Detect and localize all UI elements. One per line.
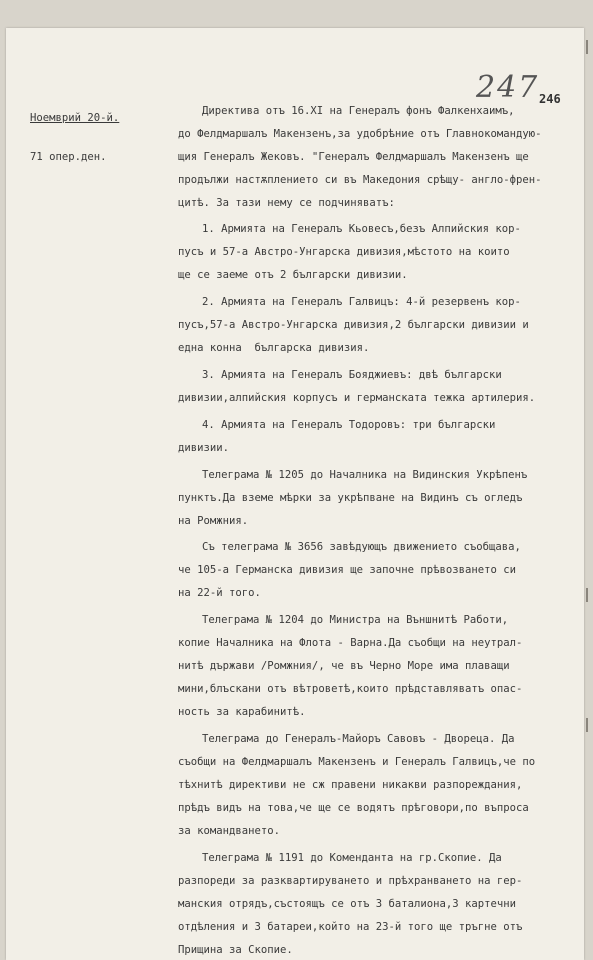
text-line: мини,блъскани отъ вѣтроветѣ,които прѣдставляватъ опас- <box>178 683 523 696</box>
typed-page-number: 246 <box>539 92 561 106</box>
text-line: дивизии,алпийския корпусъ и германската тежка артилерия. <box>178 391 536 404</box>
text-line: че 105-а Германска дивизия ще започне прѣвозването си <box>178 564 517 577</box>
text-line: Съ телеграма № 3656 завѣдующъ движението съобщава, <box>202 541 521 554</box>
text-line: ще се заеме отъ 2 български дивизии. <box>178 269 408 282</box>
page-edge-mark <box>586 718 588 732</box>
document-page <box>6 28 584 960</box>
text-line: на Ромжния. <box>178 514 249 527</box>
text-line: 4. Армията на Генералъ Тодоровъ: три български <box>202 418 496 431</box>
text-line: тѣхнитѣ директиви не сж правени никакви разпореждания, <box>178 778 523 791</box>
margin-date: Ноемврий 20-й. <box>30 112 120 124</box>
text-line: Телеграма до Генералъ-Майоръ Савовъ - Двореца. Да <box>202 733 515 745</box>
text-line: Телеграма № 1191 до Коменданта на гр.Скопие. Да <box>202 851 502 864</box>
text-line: цитѣ. За тази нему се подчиняватъ: <box>178 196 395 209</box>
text-line: копие Началника на Флота - Варна.Да съобщи на неутрал- <box>178 637 523 650</box>
margin-operational-day: 71 опер.ден. <box>30 151 107 163</box>
text-line: 3. Армията на Генералъ Бояджиевъ: двѣ български <box>202 368 502 381</box>
text-line: пусъ,57-а Австро-Унгарска дивизия,2 български дивизии и <box>178 319 529 332</box>
text-line: ность за карабинитѣ. <box>178 706 306 719</box>
page-edge-mark <box>586 588 588 602</box>
margin-date-note <box>30 86 119 190</box>
text-line: до Фелдмаршалъ Макензенъ,за удобрѣние отъ Главнокомандую- <box>178 127 542 140</box>
page-edge-mark <box>586 40 588 54</box>
text-line: прѣдъ видъ на това,че ще се водятъ прѣговори,по въпроса <box>178 801 529 814</box>
text-line: дивизии. <box>178 441 230 454</box>
text-line: разпореди за разквартируването и прѣхранването на гер- <box>178 874 523 887</box>
text-line: щия Генералъ Жековъ. "Генералъ Фелдмаршалъ Макензенъ ще <box>178 150 529 163</box>
text-line: на 22-й того. <box>178 587 261 600</box>
text-line: съобщи на Фелдмаршалъ Макензенъ и Генералъ Галвицъ,че по <box>178 756 536 768</box>
text-line: 1. Армията на Генералъ Кьовесъ,безъ Алпийския кор- <box>202 223 521 236</box>
text-line: Прищина за Скопие. <box>178 943 293 956</box>
text-line: нитѣ държави /Ромжния/, че въ Черно Море има плаващи <box>178 660 510 673</box>
text-line: Телеграма № 1205 до Началника на Видинския Укрѣпенъ <box>202 468 528 481</box>
text-line: Телеграма № 1204 до Министра на Външнитѣ Работи, <box>202 614 509 627</box>
text-line: пусъ и 57-а Австро-Унгарска дивизия,мѣстото на които <box>178 246 510 259</box>
text-line: пунктъ.Да вземе мѣрки за укрѣпване на Видинъ съ огледъ <box>178 491 523 504</box>
handwritten-page-number: 247 <box>476 70 540 105</box>
text-line: отдѣления и 3 батареи,който на 23-й того ще тръгне отъ <box>178 920 523 933</box>
text-line: една конна българска дивизия. <box>178 342 370 355</box>
text-line: Директива отъ 16.XI на Генералъ фонъ Фалкенхаимъ, <box>202 104 515 117</box>
text-line: манския отрядъ,състоящъ се отъ 3 баталиона,3 картечни <box>178 897 517 910</box>
text-line: продължи настѫплението си въ Македония срѣщу- англо-френ- <box>178 173 542 186</box>
text-line: 2. Армията на Генералъ Галвицъ: 4-й резервенъ кор- <box>202 296 521 309</box>
text-line: за командването. <box>178 824 281 837</box>
